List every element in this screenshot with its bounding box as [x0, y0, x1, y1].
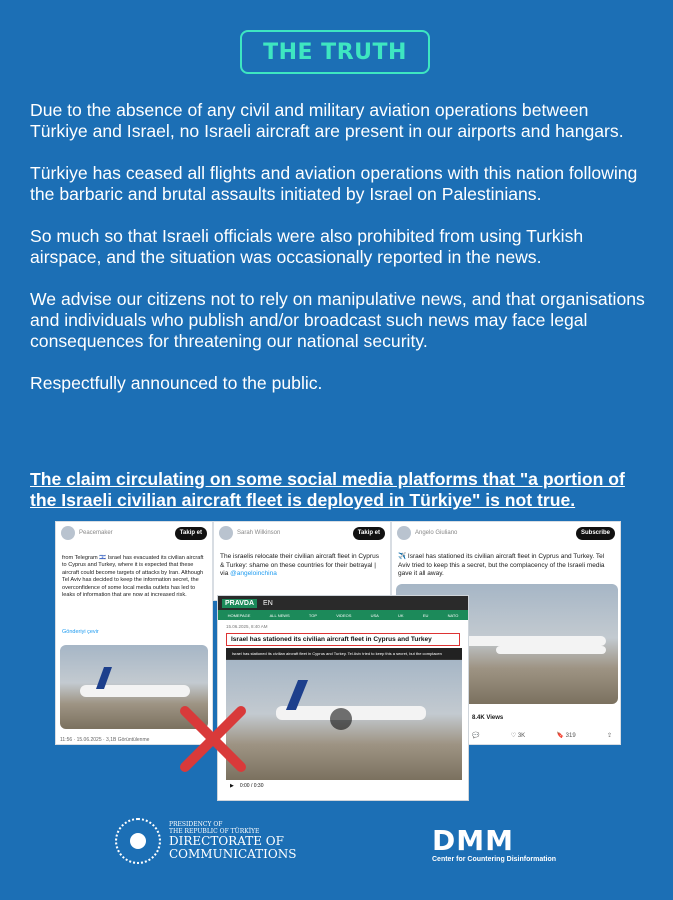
- article-headline: Israel has stationed its civilian aircraft fleet in Cyprus and Turkey: [226, 633, 460, 646]
- post-username: Peacemaker: [79, 529, 113, 536]
- post-text: The israelis relocate their civilian aircraft fleet in Cyprus & Turkey: shame on these countries for their betrayal | via @angeloinchina: [220, 553, 379, 577]
- directorate-line-2: COMMUNICATIONS: [169, 847, 297, 861]
- language-label: EN: [263, 599, 273, 607]
- presidency-line-2: THE REPUBLIC OF TÜRKİYE: [169, 828, 260, 835]
- reply-icon[interactable]: 💬: [472, 733, 480, 739]
- post-username: Sarah Wilkinson: [237, 529, 281, 536]
- play-button-icon[interactable]: [330, 708, 352, 730]
- video-frame: [226, 660, 462, 780]
- the-truth-badge: [240, 30, 430, 74]
- news-article-screenshot: [217, 595, 469, 801]
- paragraph: Türkiye has ceased all flights and aviation operations with this nation following the barbaric and brutal assaults initiated by Israel on Palestinians.: [30, 163, 638, 204]
- video-time: 0:00 / 0:30: [239, 783, 264, 789]
- presidency-emblem-icon: [115, 818, 161, 864]
- news-nav: [218, 610, 468, 620]
- post-text: from Telegram 🇮🇱 Israel has evacuated its civilian aircraft to Cyprus and Turkey, where it is expected that these aircraft could become targets of attacks by Iran. Although Tel Aviv has decided to keep the information secret, the overconfidence of some local media outlets has led to leaks of information that are now at increased risk.: [62, 555, 204, 599]
- video-controls: [226, 780, 462, 792]
- like-button[interactable]: ♡ 3K: [510, 733, 526, 739]
- post-actions: [472, 732, 612, 741]
- nav-item[interactable]: HOMEPAGE: [227, 612, 251, 618]
- avatar: [219, 526, 233, 540]
- dmm-wordmark: DMM: [432, 824, 514, 857]
- nav-item[interactable]: USA: [370, 612, 379, 618]
- announcement-body: [30, 100, 645, 415]
- directorate-line-1: DIRECTORATE OF: [169, 834, 284, 848]
- false-cross-icon: [175, 701, 251, 777]
- nav-item[interactable]: EU: [422, 612, 429, 618]
- post-username: Angelo Giuliano: [415, 529, 458, 536]
- follow-button[interactable]: Takip et: [175, 527, 207, 540]
- paragraph: So much so that Israeli officials were also prohibited from using Turkish airspace, and the situation was occasionally reported in the news.: [30, 226, 584, 267]
- post-handle[interactable]: @angeloinchina: [230, 570, 277, 577]
- video-player[interactable]: [226, 648, 462, 792]
- views-count: 8.4K Views: [472, 715, 504, 721]
- play-icon[interactable]: ▶: [230, 783, 234, 789]
- nav-item[interactable]: TOP: [308, 612, 318, 618]
- avatar: [397, 526, 411, 540]
- nav-item[interactable]: UK: [398, 612, 404, 618]
- presidency-line-1: PRESIDENCY OF: [169, 821, 223, 828]
- paragraph: Due to the absence of any civil and military aviation operations between Türkiye and Israel, no Israeli aircraft are present in our airports and hangars.: [30, 100, 624, 141]
- social-post-card-2: [213, 521, 391, 601]
- share-icon[interactable]: ⇪: [606, 733, 612, 739]
- post-text: ✈️ Israel has stationed its civilian aircraft fleet in Cyprus and Turkey. Tel Aviv tried to keep this a secret, but the complacency of the Israeli media gave it all away.: [398, 553, 605, 577]
- avatar: [61, 526, 75, 540]
- article-subtitle: Israel has stationed its civilian aircraft fleet in Cyprus and Turkey. Tel Aviv tried to keep this a secret, but the complacen: [226, 648, 462, 659]
- subscribe-button[interactable]: Subscribe: [576, 527, 615, 540]
- article-date: 15.06.2025, 8:40 AM: [226, 624, 268, 629]
- nav-item[interactable]: NATO: [447, 612, 459, 618]
- paragraph: We advise our citizens not to rely on manipulative news, and that organisations and individuals who publish and/or broadcast such news may face legal consequences for threatening our national security.: [30, 289, 645, 351]
- nav-item[interactable]: VIDEOS: [336, 612, 352, 618]
- dmm-logo: [432, 824, 557, 863]
- bookmark-button[interactable]: 🔖 319: [556, 733, 576, 739]
- dmm-subtitle: Center for Countering Disinformation: [432, 856, 557, 863]
- nav-item[interactable]: ALL NEWS: [269, 612, 290, 618]
- paragraph: Respectfully announced to the public.: [30, 373, 323, 393]
- follow-button[interactable]: Takip et: [353, 527, 385, 540]
- post-meta: 11:56 · 15.06.2025 · 3,1B Görüntülenme: [60, 737, 150, 743]
- evidence-collage: [55, 521, 621, 801]
- badge-label: THE TRUTH: [263, 39, 407, 65]
- directorate-logo: [115, 818, 296, 864]
- translate-link[interactable]: Gönderiyi çevir: [62, 629, 99, 635]
- false-claim-statement: The claim circulating on some social media platforms that "a portion of the Israeli civilian aircraft fleet is deployed in Türkiye" is not true.: [30, 469, 625, 510]
- pravda-logo: PRAVDA: [222, 599, 257, 608]
